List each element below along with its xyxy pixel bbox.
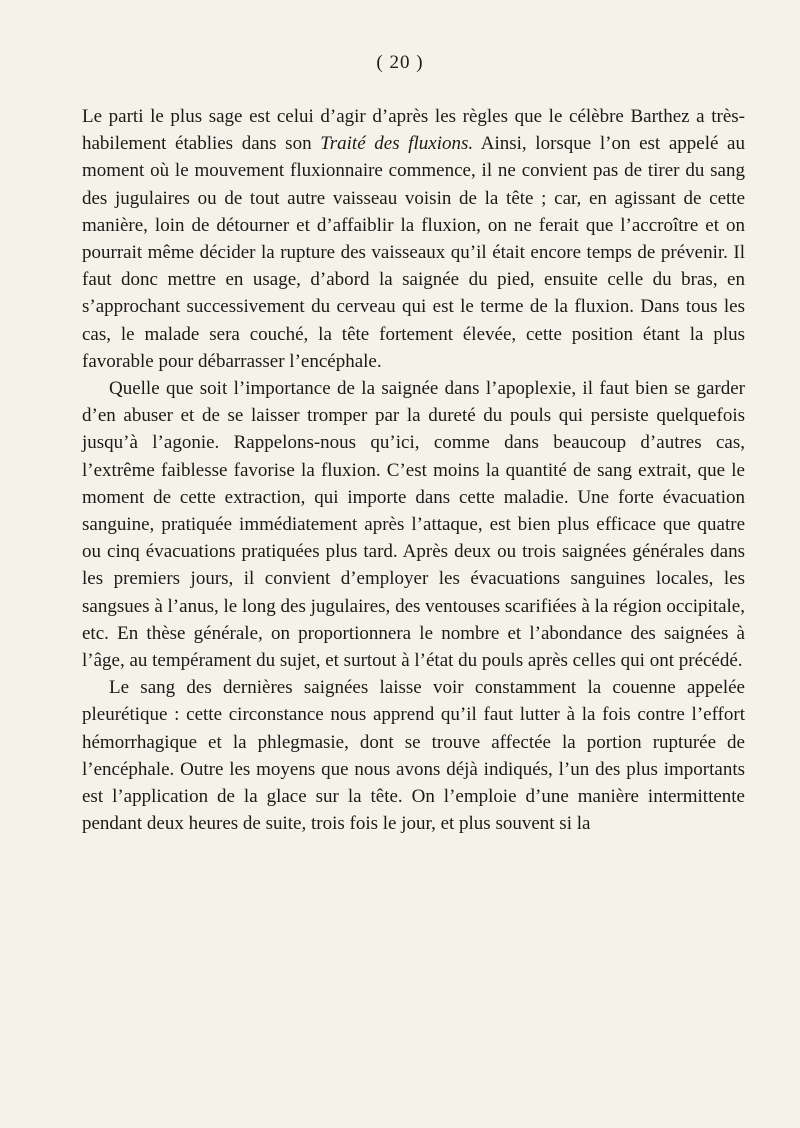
- body-text: [82, 103, 745, 837]
- paragraph-1-text-after: Ainsi, lorsque l’on est appelé au moment où le mouvement fluxionnaire commence, il ne convient pas de tirer du sang des jugulaires ou de tout autre vaisseau voisin de la tête ; car, en agissant de cette manière, loin de détourner et d’affaiblir la fluxion, on ne ferait que l’accroître et on pourrait même décider la rupture des vaisseaux qu’il était encore temps de prévenir. Il faut donc mettre en usage, d’abord la saignée du pied, ensuite celle du bras, en s’approchant successivement du cerveau qui est le terme de la fluxion. Dans tous les cas, le malade sera couché, la tête fortement élevée, cette position étant la plus favorable pour débarrasser l’encéphale.: [82, 133, 745, 372]
- paragraph-3: Le sang des dernières saignées laisse voir constamment la couenne appelée pleurétique : cette circonstance nous apprend qu’il faut lutter à la fois contre l’effort hémorrhagique et la phlegmasie, dont se trouve affectée la portion rupturée de l’encéphale. Outre les moyens que nous avons déjà indiqués, l’un des plus importants est l’application de la glace sur la tête. On l’emploie d’une manière intermittente pendant deux heures de suite, trois fois le jour, et plus souvent si la: [82, 677, 745, 835]
- page-number: ( 20 ): [376, 52, 424, 73]
- paragraph-1-text-before: Le parti le plus sage est celui d’agir d’après les règles que le célèbre Barthez a très-habilement établies dans son: [82, 106, 745, 155]
- paragraph-2: Quelle que soit l’importance de la saignée dans l’apoplexie, il faut bien se garder d’en abuser et de se laisser tromper par la dureté du pouls qui persiste quelquefois jusqu’à l’agonie. Rappelons-nous qu’ici, comme dans beaucoup d’autres cas, l’extrême faiblesse favorise la fluxion. C’est moins la quantité de sang extrait, que le moment de cette extraction, qui importe dans cette maladie. Une forte évacuation sanguine, pratiquée immédiatement après l’attaque, est bien plus efficace que quatre ou cinq évacuations pratiquées plus tard. Après deux ou trois saignées générales dans les premiers jours, il convient d’employer les évacuations sanguines locales, les sangsues à l’anus, le long des jugulaires, des ventouses scarifiées à la région occipitale, etc. En thèse générale, on proportionnera le nombre et l’abondance des saignées à l’âge, au tempérament du sujet, et surtout à l’état du pouls après celles qui ont précédé.: [82, 378, 745, 672]
- book-title-emphasis: Traité des fluxions.: [320, 133, 474, 155]
- paragraph-1: [82, 103, 745, 375]
